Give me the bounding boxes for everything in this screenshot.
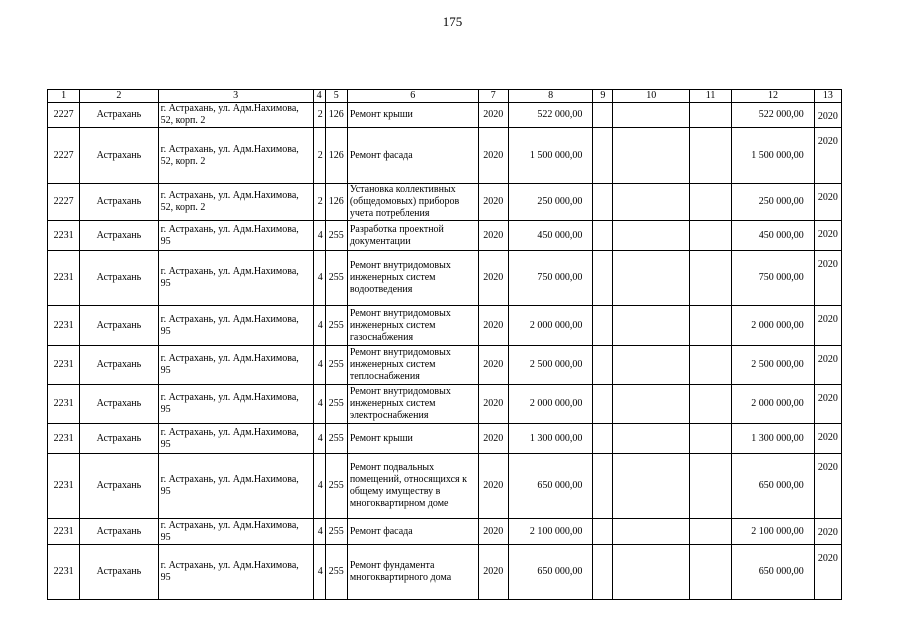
cell-col9 (593, 128, 613, 184)
table-row (48, 251, 842, 306)
cell-col5: 255 (325, 454, 347, 519)
cell-col11 (689, 103, 731, 128)
cell-city: Астрахань (80, 385, 158, 424)
table-row (48, 346, 842, 385)
column-header: 5 (325, 90, 347, 103)
cell-city: Астрахань (80, 519, 158, 545)
cell-number: 2231 (48, 385, 80, 424)
table-row (48, 184, 842, 221)
cell-work-type: Ремонт подвальных помещений, относящихся к общему имуществу в многоквартирном доме (347, 454, 478, 519)
cell-total: 750 000,00 (732, 251, 815, 306)
cell-col11 (689, 385, 731, 424)
table-row (48, 128, 842, 184)
cell-total: 2 100 000,00 (732, 519, 815, 545)
column-header: 10 (613, 90, 689, 103)
cell-number: 2231 (48, 454, 80, 519)
cell-total: 650 000,00 (732, 454, 815, 519)
cell-total: 2 000 000,00 (732, 306, 815, 346)
cell-work-type: Разработка проектной документации (347, 221, 478, 251)
column-header: 4 (313, 90, 325, 103)
cell-col10 (613, 103, 689, 128)
cell-col10 (613, 306, 689, 346)
cell-year: 2020 (478, 454, 508, 519)
cell-year: 2020 (478, 128, 508, 184)
cell-col9 (593, 454, 613, 519)
cell-col4: 4 (313, 385, 325, 424)
cell-col11 (689, 221, 731, 251)
cell-col9 (593, 545, 613, 600)
cell-col5: 126 (325, 103, 347, 128)
cell-year: 2020 (478, 251, 508, 306)
cell-year-end: 2020 (814, 128, 841, 184)
cell-col5: 255 (325, 306, 347, 346)
column-header: 6 (347, 90, 478, 103)
cell-year-end: 2020 (814, 306, 841, 346)
cell-number: 2231 (48, 346, 80, 385)
cell-year: 2020 (478, 103, 508, 128)
cell-col4: 4 (313, 221, 325, 251)
cell-address: г. Астрахань, ул. Адм.Нахимова, 95 (158, 306, 313, 346)
cell-col10 (613, 519, 689, 545)
cell-year: 2020 (478, 221, 508, 251)
cell-col11 (689, 346, 731, 385)
cell-work-type: Ремонт внутридомовых инженерных систем водоотведения (347, 251, 478, 306)
cell-amount: 2 100 000,00 (508, 519, 593, 545)
table-row (48, 424, 842, 454)
cell-year: 2020 (478, 545, 508, 600)
column-number-row (48, 90, 842, 103)
cell-col9 (593, 221, 613, 251)
cell-col5: 255 (325, 545, 347, 600)
column-header: 9 (593, 90, 613, 103)
cell-address: г. Астрахань, ул. Адм.Нахимова, 95 (158, 346, 313, 385)
cell-city: Астрахань (80, 221, 158, 251)
table-row (48, 454, 842, 519)
cell-city: Астрахань (80, 424, 158, 454)
cell-year: 2020 (478, 519, 508, 545)
cell-city: Астрахань (80, 184, 158, 221)
cell-address: г. Астрахань, ул. Адм.Нахимова, 95 (158, 251, 313, 306)
cell-total: 1 500 000,00 (732, 128, 815, 184)
cell-year: 2020 (478, 346, 508, 385)
cell-total: 522 000,00 (732, 103, 815, 128)
cell-amount: 1 500 000,00 (508, 128, 593, 184)
cell-city: Астрахань (80, 306, 158, 346)
cell-year-end: 2020 (814, 385, 841, 424)
cell-address: г. Астрахань, ул. Адм.Нахимова, 95 (158, 424, 313, 454)
cell-amount: 750 000,00 (508, 251, 593, 306)
cell-col11 (689, 545, 731, 600)
cell-address: г. Астрахань, ул. Адм.Нахимова, 52, корп. 2 (158, 184, 313, 221)
cell-address: г. Астрахань, ул. Адм.Нахимова, 52, корп. 2 (158, 128, 313, 184)
cell-col9 (593, 346, 613, 385)
cell-amount: 2 000 000,00 (508, 385, 593, 424)
cell-year-end: 2020 (814, 251, 841, 306)
cell-work-type: Ремонт внутридомовых инженерных систем теплоснабжения (347, 346, 478, 385)
capital-repair-table (47, 89, 842, 600)
cell-work-type: Установка коллективных (общедомовых) приборов учета потребления (347, 184, 478, 221)
cell-amount: 450 000,00 (508, 221, 593, 251)
cell-year-end: 2020 (814, 519, 841, 545)
cell-work-type: Ремонт фундамента многоквартирного дома (347, 545, 478, 600)
cell-address: г. Астрахань, ул. Адм.Нахимова, 95 (158, 221, 313, 251)
cell-year: 2020 (478, 385, 508, 424)
table-body (48, 103, 842, 600)
cell-col10 (613, 251, 689, 306)
cell-address: г. Астрахань, ул. Адм.Нахимова, 95 (158, 545, 313, 600)
cell-year-end: 2020 (814, 184, 841, 221)
cell-total: 2 500 000,00 (732, 346, 815, 385)
cell-work-type: Ремонт фасада (347, 519, 478, 545)
cell-city: Астрахань (80, 454, 158, 519)
cell-col5: 255 (325, 221, 347, 251)
cell-col11 (689, 424, 731, 454)
cell-city: Астрахань (80, 251, 158, 306)
cell-address: г. Астрахань, ул. Адм.Нахимова, 95 (158, 454, 313, 519)
cell-total: 1 300 000,00 (732, 424, 815, 454)
cell-col5: 126 (325, 184, 347, 221)
cell-total: 450 000,00 (732, 221, 815, 251)
cell-col9 (593, 385, 613, 424)
column-header: 12 (732, 90, 815, 103)
cell-col9 (593, 103, 613, 128)
cell-year: 2020 (478, 184, 508, 221)
cell-work-type: Ремонт внутридомовых инженерных систем газоснабжения (347, 306, 478, 346)
cell-year-end: 2020 (814, 221, 841, 251)
cell-number: 2231 (48, 251, 80, 306)
cell-work-type: Ремонт крыши (347, 424, 478, 454)
cell-city: Астрахань (80, 346, 158, 385)
column-header: 7 (478, 90, 508, 103)
cell-city: Астрахань (80, 103, 158, 128)
cell-year-end: 2020 (814, 545, 841, 600)
cell-year: 2020 (478, 424, 508, 454)
cell-year-end: 2020 (814, 346, 841, 385)
cell-number: 2231 (48, 545, 80, 600)
cell-col4: 4 (313, 306, 325, 346)
cell-amount: 650 000,00 (508, 545, 593, 600)
cell-col10 (613, 221, 689, 251)
column-header: 11 (689, 90, 731, 103)
cell-address: г. Астрахань, ул. Адм.Нахимова, 95 (158, 519, 313, 545)
cell-col5: 126 (325, 128, 347, 184)
cell-col5: 255 (325, 251, 347, 306)
cell-col9 (593, 306, 613, 346)
cell-amount: 2 500 000,00 (508, 346, 593, 385)
cell-col10 (613, 128, 689, 184)
table-row (48, 545, 842, 600)
cell-col11 (689, 454, 731, 519)
cell-col4: 4 (313, 454, 325, 519)
cell-number: 2231 (48, 424, 80, 454)
cell-city: Астрахань (80, 128, 158, 184)
column-header: 1 (48, 90, 80, 103)
cell-total: 2 000 000,00 (732, 385, 815, 424)
cell-amount: 650 000,00 (508, 454, 593, 519)
cell-number: 2227 (48, 103, 80, 128)
table-row (48, 385, 842, 424)
cell-col4: 2 (313, 103, 325, 128)
table-row (48, 103, 842, 128)
cell-amount: 1 300 000,00 (508, 424, 593, 454)
cell-address: г. Астрахань, ул. Адм.Нахимова, 52, корп. 2 (158, 103, 313, 128)
cell-col11 (689, 128, 731, 184)
page-number: 175 (442, 14, 463, 29)
cell-col10 (613, 346, 689, 385)
cell-col5: 255 (325, 346, 347, 385)
cell-col4: 2 (313, 128, 325, 184)
cell-work-type: Ремонт внутридомовых инженерных систем электроснабжения (347, 385, 478, 424)
table-row (48, 221, 842, 251)
cell-col11 (689, 306, 731, 346)
table-row (48, 519, 842, 545)
cell-number: 2231 (48, 519, 80, 545)
cell-col10 (613, 184, 689, 221)
cell-total: 650 000,00 (732, 545, 815, 600)
cell-col4: 4 (313, 519, 325, 545)
column-header: 2 (80, 90, 158, 103)
cell-col9 (593, 184, 613, 221)
cell-col4: 4 (313, 424, 325, 454)
cell-col11 (689, 519, 731, 545)
cell-year: 2020 (478, 306, 508, 346)
cell-col9 (593, 424, 613, 454)
cell-total: 250 000,00 (732, 184, 815, 221)
cell-col4: 4 (313, 346, 325, 385)
cell-year-end: 2020 (814, 454, 841, 519)
cell-col10 (613, 454, 689, 519)
cell-amount: 250 000,00 (508, 184, 593, 221)
cell-col10 (613, 385, 689, 424)
table-row (48, 306, 842, 346)
cell-number: 2227 (48, 128, 80, 184)
cell-col9 (593, 519, 613, 545)
cell-col4: 4 (313, 545, 325, 600)
cell-year-end: 2020 (814, 103, 841, 128)
cell-number: 2227 (48, 184, 80, 221)
cell-col9 (593, 251, 613, 306)
cell-col4: 4 (313, 251, 325, 306)
cell-work-type: Ремонт фасада (347, 128, 478, 184)
cell-city: Астрахань (80, 545, 158, 600)
cell-amount: 522 000,00 (508, 103, 593, 128)
column-header: 8 (508, 90, 593, 103)
cell-col11 (689, 184, 731, 221)
cell-work-type: Ремонт крыши (347, 103, 478, 128)
cell-number: 2231 (48, 221, 80, 251)
cell-col4: 2 (313, 184, 325, 221)
column-header: 3 (158, 90, 313, 103)
cell-col5: 255 (325, 424, 347, 454)
cell-col5: 255 (325, 385, 347, 424)
cell-col5: 255 (325, 519, 347, 545)
cell-year-end: 2020 (814, 424, 841, 454)
cell-amount: 2 000 000,00 (508, 306, 593, 346)
cell-col10 (613, 545, 689, 600)
cell-number: 2231 (48, 306, 80, 346)
cell-col11 (689, 251, 731, 306)
cell-address: г. Астрахань, ул. Адм.Нахимова, 95 (158, 385, 313, 424)
column-header: 13 (814, 90, 841, 103)
cell-col10 (613, 424, 689, 454)
